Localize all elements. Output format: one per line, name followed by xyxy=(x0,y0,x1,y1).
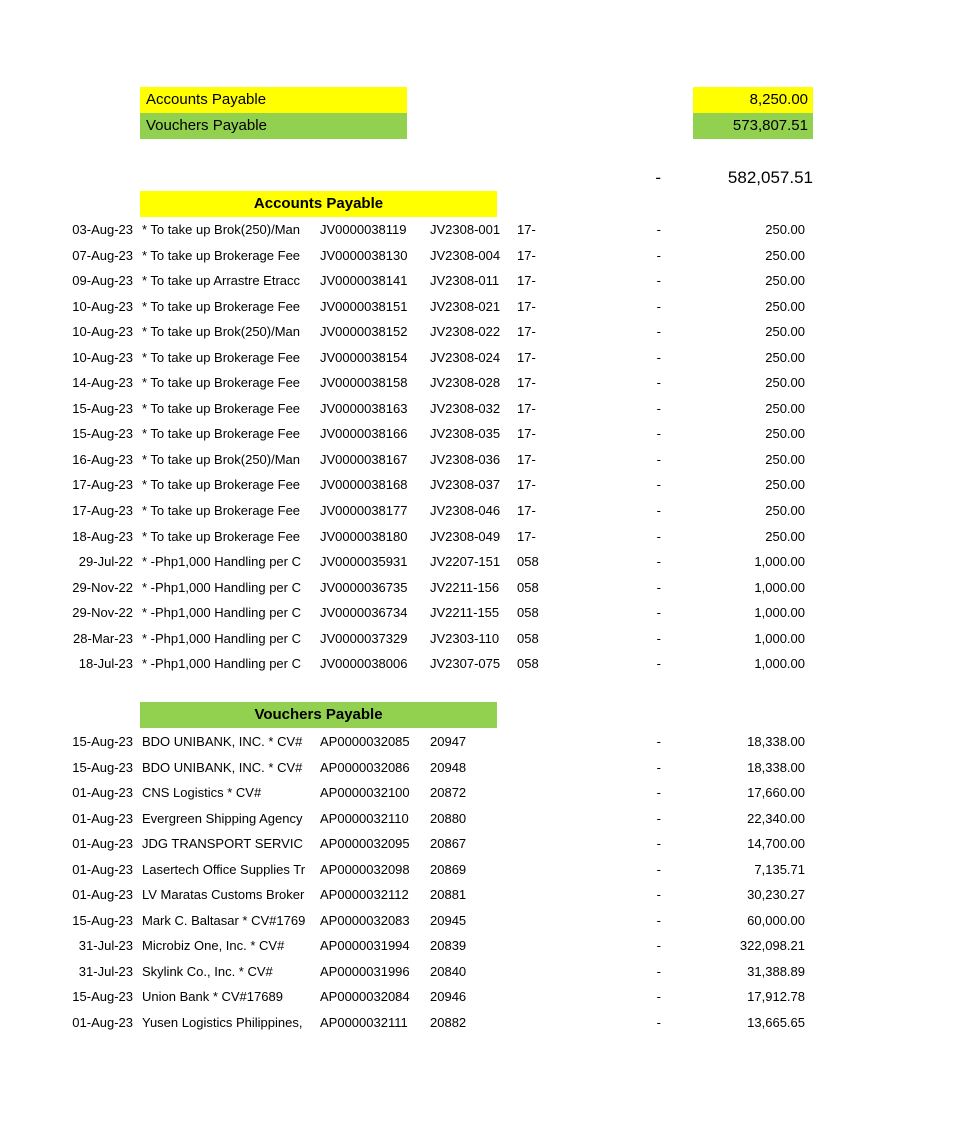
date-cell: 09-Aug-23 xyxy=(72,273,133,289)
date-cell: 10-Aug-23 xyxy=(72,349,133,365)
document-number-cell: JV0000038168 xyxy=(320,477,408,493)
account-tag-cell: 17- xyxy=(517,426,536,442)
zero-dash-cell: - xyxy=(656,836,661,852)
amount-cell: 250.00 xyxy=(765,503,805,519)
reference-number-cell: JV2308-028 xyxy=(430,375,501,391)
document-number-cell: JV0000038180 xyxy=(320,528,408,544)
amount-cell: 250.00 xyxy=(765,528,805,544)
accounts-payable-table xyxy=(0,217,975,677)
document-number-cell: JV0000038166 xyxy=(320,426,408,442)
document-number-cell: JV0000036735 xyxy=(320,579,408,595)
zero-dash-cell: - xyxy=(656,554,661,570)
table-row xyxy=(0,908,975,934)
table-row xyxy=(0,806,975,832)
account-tag-cell xyxy=(517,959,565,985)
description-cell: * To take up Brokerage Fee xyxy=(142,349,301,365)
amount-cell: 60,000.00 xyxy=(747,912,805,928)
reference-number-cell: JV2211-155 xyxy=(430,605,500,621)
account-tag-cell: 17- xyxy=(517,451,536,467)
table-row xyxy=(0,831,975,857)
summary-value-accounts-payable: 8,250.00 xyxy=(693,87,813,113)
reference-number-cell: JV2308-022 xyxy=(430,324,501,340)
zero-dash-cell: - xyxy=(656,324,661,340)
table-row xyxy=(0,600,975,626)
date-cell: 29-Nov-22 xyxy=(72,605,133,621)
table-row xyxy=(0,933,975,959)
account-tag-cell xyxy=(517,984,565,1010)
account-tag-cell xyxy=(517,831,565,857)
zero-dash-cell: - xyxy=(656,426,661,442)
date-cell: 15-Aug-23 xyxy=(72,912,133,928)
description-cell: * To take up Brok(250)/Man xyxy=(142,451,301,467)
reference-number-cell: JV2307-075 xyxy=(430,656,501,672)
summary-row-accounts-payable xyxy=(0,87,975,113)
document-number-cell: AP0000032085 xyxy=(320,734,410,749)
reference-number-cell: 20880 xyxy=(430,810,467,826)
description-cell: Evergreen Shipping Agency xyxy=(142,810,303,826)
account-tag-cell: 17- xyxy=(517,298,536,314)
description-cell: * To take up Brokerage Fee xyxy=(142,298,301,314)
amount-cell: 250.00 xyxy=(765,477,805,493)
table-row xyxy=(0,959,975,985)
account-tag-cell: 17- xyxy=(517,400,536,416)
summary-value-vouchers-payable: 573,807.51 xyxy=(693,113,813,139)
description-cell: Mark C. Baltasar * CV#1769 xyxy=(142,912,306,928)
table-row xyxy=(0,651,975,677)
amount-cell: 17,912.78 xyxy=(747,989,805,1005)
date-cell: 28-Mar-23 xyxy=(73,630,133,646)
amount-cell: 1,000.00 xyxy=(754,605,805,621)
document-number-cell: AP0000031996 xyxy=(320,963,410,979)
zero-dash-cell: - xyxy=(656,528,661,544)
reference-number-cell: JV2308-004 xyxy=(430,247,501,263)
table-row xyxy=(0,882,975,908)
description-cell: BDO UNIBANK, INC. * CV# xyxy=(142,734,303,749)
document-number-cell: AP0000032111 xyxy=(320,1015,408,1031)
table-row xyxy=(0,498,975,524)
description-cell: * To take up Brokerage Fee xyxy=(142,528,301,544)
account-tag-cell xyxy=(517,908,565,934)
description-cell: BDO UNIBANK, INC. * CV# xyxy=(142,759,303,775)
reference-number-cell: JV2308-032 xyxy=(430,400,501,416)
reference-number-cell: JV2308-011 xyxy=(430,273,500,289)
document-number-cell: JV0000038151 xyxy=(320,298,408,314)
reference-number-cell: JV2303-110 xyxy=(430,630,500,646)
date-cell: 29-Nov-22 xyxy=(72,579,133,595)
date-cell: 16-Aug-23 xyxy=(72,451,133,467)
amount-cell: 1,000.00 xyxy=(754,554,805,570)
reference-number-cell: 20881 xyxy=(430,887,467,903)
zero-dash-cell: - xyxy=(656,349,661,365)
zero-dash-cell: - xyxy=(656,912,661,928)
date-cell: 07-Aug-23 xyxy=(72,247,133,263)
reference-number-cell: JV2308-035 xyxy=(430,426,501,442)
account-tag-cell: 058 xyxy=(517,630,539,646)
account-tag-cell: 17- xyxy=(517,375,536,391)
amount-cell: 1,000.00 xyxy=(754,630,805,646)
document-number-cell: AP0000032112 xyxy=(320,887,409,903)
table-row xyxy=(0,294,975,320)
zero-dash-cell: - xyxy=(656,810,661,826)
document-number-cell: AP0000032098 xyxy=(320,861,410,877)
account-tag-cell xyxy=(517,780,565,806)
zero-dash-cell: - xyxy=(656,861,661,877)
document-number-cell: AP0000032095 xyxy=(320,836,410,852)
summary-row-vouchers-payable xyxy=(0,113,975,139)
date-cell: 17-Aug-23 xyxy=(72,477,133,493)
zero-dash-cell: - xyxy=(656,963,661,979)
description-cell: Skylink Co., Inc. * CV# xyxy=(142,963,273,979)
account-tag-cell xyxy=(517,1010,565,1036)
account-tag-cell: 058 xyxy=(517,554,539,570)
table-row xyxy=(0,729,975,755)
document-number-cell: JV0000038177 xyxy=(320,503,408,519)
account-tag-cell: 17- xyxy=(517,247,536,263)
date-cell: 10-Aug-23 xyxy=(72,324,133,340)
date-cell: 03-Aug-23 xyxy=(72,222,133,237)
document-number-cell: AP0000031994 xyxy=(320,938,410,954)
description-cell: * To take up Brokerage Fee xyxy=(142,247,301,263)
reference-number-cell: JV2308-037 xyxy=(430,477,501,493)
amount-cell: 1,000.00 xyxy=(754,579,805,595)
account-tag-cell xyxy=(517,857,565,883)
zero-dash-cell: - xyxy=(656,630,661,646)
table-row xyxy=(0,549,975,575)
account-tag-cell xyxy=(517,882,565,908)
reference-number-cell: JV2308-001 xyxy=(430,222,501,237)
zero-dash-cell: - xyxy=(656,759,661,775)
description-cell: * -Php1,000 Handling per C xyxy=(142,656,301,672)
date-cell: 29-Jul-22 xyxy=(78,554,133,570)
reference-number-cell: 20945 xyxy=(430,912,467,928)
vouchers-payable-table xyxy=(0,729,975,1036)
table-row xyxy=(0,857,975,883)
document-number-cell: JV0000035931 xyxy=(320,554,408,570)
date-cell: 01-Aug-23 xyxy=(72,785,133,801)
date-cell: 10-Aug-23 xyxy=(72,298,133,314)
reference-number-cell: 20840 xyxy=(430,963,467,979)
grand-total-amount: 582,057.51 xyxy=(727,168,813,187)
description-cell: JDG TRANSPORT SERVIC xyxy=(142,836,303,852)
document-number-cell: AP0000032110 xyxy=(320,810,409,826)
zero-dash-cell: - xyxy=(656,477,661,493)
description-cell: * To take up Brok(250)/Man xyxy=(142,324,301,340)
table-row xyxy=(0,396,975,422)
reference-number-cell: JV2308-021 xyxy=(430,298,501,314)
document-number-cell: JV0000038163 xyxy=(320,400,408,416)
description-cell: * To take up Brokerage Fee xyxy=(142,426,301,442)
amount-cell: 250.00 xyxy=(765,375,805,391)
document-number-cell: JV0000038158 xyxy=(320,375,408,391)
zero-dash-cell: - xyxy=(656,989,661,1005)
amount-cell: 250.00 xyxy=(765,247,805,263)
zero-dash-cell: - xyxy=(656,887,661,903)
date-cell: 15-Aug-23 xyxy=(72,759,133,775)
table-row xyxy=(0,984,975,1010)
description-cell: * -Php1,000 Handling per C xyxy=(142,630,301,646)
summary-label-vouchers-payable: Vouchers Payable xyxy=(140,113,407,139)
table-row xyxy=(0,1010,975,1036)
reference-number-cell: JV2308-024 xyxy=(430,349,501,365)
amount-cell: 250.00 xyxy=(765,298,805,314)
date-cell: 18-Jul-23 xyxy=(78,656,133,672)
vouchers-payable-section-header: Vouchers Payable xyxy=(140,702,497,728)
zero-dash-cell: - xyxy=(656,1015,661,1031)
zero-dash-cell: - xyxy=(656,451,661,467)
reference-number-cell: JV2308-049 xyxy=(430,528,501,544)
zero-dash-cell: - xyxy=(656,656,661,672)
amount-cell: 250.00 xyxy=(765,451,805,467)
description-cell: Union Bank * CV#17689 xyxy=(142,989,283,1005)
date-cell: 14-Aug-23 xyxy=(72,375,133,391)
description-cell: * To take up Brokerage Fee xyxy=(142,400,301,416)
description-cell: * -Php1,000 Handling per C xyxy=(142,554,301,570)
table-row xyxy=(0,626,975,652)
document-number-cell: AP0000032086 xyxy=(320,759,410,775)
date-cell: 01-Aug-23 xyxy=(72,836,133,852)
amount-cell: 250.00 xyxy=(765,273,805,289)
reference-number-cell: 20839 xyxy=(430,938,467,954)
description-cell: * -Php1,000 Handling per C xyxy=(142,579,301,595)
date-cell: 15-Aug-23 xyxy=(72,400,133,416)
amount-cell: 18,338.00 xyxy=(747,734,805,749)
document-number-cell: JV0000038141 xyxy=(320,273,408,289)
account-tag-cell xyxy=(517,729,565,755)
account-tag-cell: 17- xyxy=(517,349,536,365)
zero-dash-cell: - xyxy=(656,605,661,621)
zero-dash-cell: - xyxy=(656,734,661,749)
description-cell: * To take up Arrastre Etracc xyxy=(142,273,300,289)
reference-number-cell: 20948 xyxy=(430,759,467,775)
amount-cell: 7,135.71 xyxy=(754,861,805,877)
table-row xyxy=(0,217,975,243)
amount-cell: 1,000.00 xyxy=(754,656,805,672)
amount-cell: 13,665.65 xyxy=(747,1015,805,1031)
date-cell: 15-Aug-23 xyxy=(72,989,133,1005)
description-cell: * To take up Brok(250)/Man xyxy=(142,222,301,237)
date-cell: 01-Aug-23 xyxy=(72,1015,133,1031)
date-cell: 31-Jul-23 xyxy=(78,963,133,979)
description-cell: LV Maratas Customs Broker xyxy=(142,887,305,903)
date-cell: 01-Aug-23 xyxy=(72,810,133,826)
summary-label-accounts-payable: Accounts Payable xyxy=(140,87,407,113)
account-tag-cell: 17- xyxy=(517,503,536,519)
amount-cell: 250.00 xyxy=(765,324,805,340)
zero-dash-cell: - xyxy=(656,222,661,237)
table-row xyxy=(0,780,975,806)
table-row xyxy=(0,243,975,269)
amount-cell: 14,700.00 xyxy=(747,836,805,852)
zero-dash-cell: - xyxy=(656,375,661,391)
reference-number-cell: 20872 xyxy=(430,785,467,801)
grand-total-row xyxy=(0,164,975,191)
zero-dash-cell: - xyxy=(656,503,661,519)
document-number-cell: JV0000038152 xyxy=(320,324,408,340)
date-cell: 17-Aug-23 xyxy=(72,503,133,519)
reference-number-cell: JV2308-036 xyxy=(430,451,501,467)
zero-dash-cell: - xyxy=(656,400,661,416)
document-number-cell: JV0000038119 xyxy=(320,222,407,237)
amount-cell: 17,660.00 xyxy=(747,785,805,801)
table-row xyxy=(0,319,975,345)
document-number-cell: JV0000038006 xyxy=(320,656,408,672)
amount-cell: 250.00 xyxy=(765,426,805,442)
account-tag-cell: 058 xyxy=(517,579,539,595)
table-row xyxy=(0,472,975,498)
zero-dash-cell: - xyxy=(656,273,661,289)
document-number-cell: AP0000032083 xyxy=(320,912,410,928)
amount-cell: 250.00 xyxy=(765,400,805,416)
document-number-cell: JV0000038130 xyxy=(320,247,408,263)
table-row xyxy=(0,345,975,371)
description-cell: CNS Logistics * CV# xyxy=(142,785,262,801)
document-number-cell: JV0000036734 xyxy=(320,605,408,621)
account-tag-cell xyxy=(517,933,565,959)
table-row xyxy=(0,421,975,447)
reference-number-cell: JV2207-151 xyxy=(430,554,501,570)
document-number-cell: JV0000038167 xyxy=(320,451,408,467)
description-cell: * To take up Brokerage Fee xyxy=(142,477,301,493)
amount-cell: 322,098.21 xyxy=(739,938,805,954)
zero-dash-cell: - xyxy=(656,938,661,954)
zero-dash-cell: - xyxy=(656,298,661,314)
amount-cell: 250.00 xyxy=(765,222,805,237)
description-cell: * -Php1,000 Handling per C xyxy=(142,605,301,621)
account-tag-cell: 17- xyxy=(517,324,536,340)
reference-number-cell: JV2308-046 xyxy=(430,503,501,519)
document-number-cell: AP0000032100 xyxy=(320,785,410,801)
account-tag-cell: 17- xyxy=(517,222,536,237)
account-tag-cell xyxy=(517,755,565,781)
reference-number-cell: 20882 xyxy=(430,1015,467,1031)
table-row xyxy=(0,370,975,396)
date-cell: 01-Aug-23 xyxy=(72,887,133,903)
account-tag-cell: 17- xyxy=(517,273,536,289)
document-number-cell: JV0000038154 xyxy=(320,349,408,365)
document-number-cell: JV0000037329 xyxy=(320,630,408,646)
reference-number-cell: 20947 xyxy=(430,734,467,749)
reference-number-cell: JV2211-156 xyxy=(430,579,500,595)
amount-cell: 250.00 xyxy=(765,349,805,365)
table-row xyxy=(0,524,975,550)
date-cell: 15-Aug-23 xyxy=(72,734,133,749)
description-cell: Microbiz One, Inc. * CV# xyxy=(142,938,285,954)
date-cell: 15-Aug-23 xyxy=(72,426,133,442)
document-number-cell: AP0000032084 xyxy=(320,989,410,1005)
account-tag-cell xyxy=(517,806,565,832)
table-row xyxy=(0,575,975,601)
description-cell: Yusen Logistics Philippines, xyxy=(142,1015,303,1031)
description-cell: Lasertech Office Supplies Tr xyxy=(142,861,306,877)
grand-total-zero-dash: - xyxy=(655,168,661,187)
accounts-payable-section-header: Accounts Payable xyxy=(140,191,497,217)
reference-number-cell: 20867 xyxy=(430,836,467,852)
date-cell: 01-Aug-23 xyxy=(72,861,133,877)
table-row xyxy=(0,755,975,781)
reference-number-cell: 20946 xyxy=(430,989,467,1005)
zero-dash-cell: - xyxy=(656,785,661,801)
date-cell: 18-Aug-23 xyxy=(72,528,133,544)
zero-dash-cell: - xyxy=(656,579,661,595)
table-row xyxy=(0,447,975,473)
amount-cell: 30,230.27 xyxy=(747,887,805,903)
amount-cell: 18,338.00 xyxy=(747,759,805,775)
amount-cell: 22,340.00 xyxy=(747,810,805,826)
description-cell: * To take up Brokerage Fee xyxy=(142,375,301,391)
amount-cell: 31,388.89 xyxy=(747,963,805,979)
zero-dash-cell: - xyxy=(656,247,661,263)
description-cell: * To take up Brokerage Fee xyxy=(142,503,301,519)
date-cell: 31-Jul-23 xyxy=(78,938,133,954)
account-tag-cell: 058 xyxy=(517,656,539,672)
account-tag-cell: 17- xyxy=(517,477,536,493)
account-tag-cell: 058 xyxy=(517,605,539,621)
table-row xyxy=(0,268,975,294)
account-tag-cell: 17- xyxy=(517,528,536,544)
reference-number-cell: 20869 xyxy=(430,861,467,877)
